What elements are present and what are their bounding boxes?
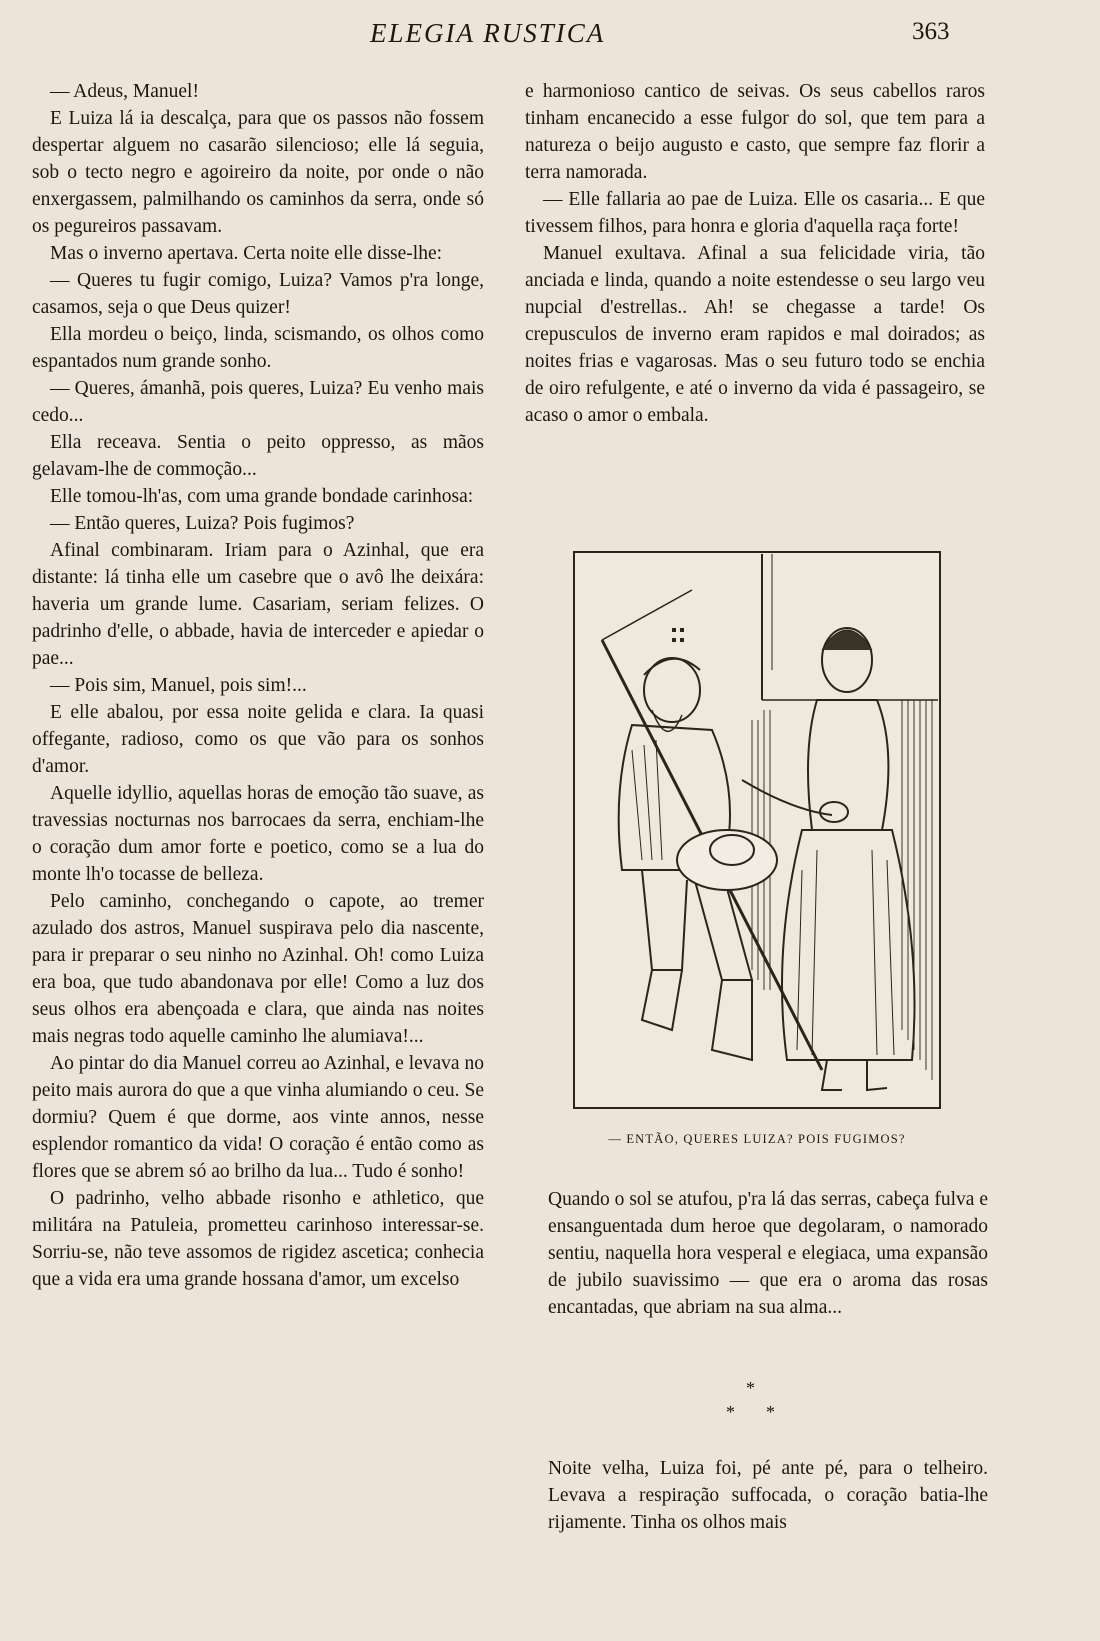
chapter-title: ELEGIA RUSTICA xyxy=(370,18,606,48)
asterisk: * xyxy=(726,1402,735,1422)
paragraph: — Queres tu fugir comigo, Luiza? Vamos p'ra longe, casamos, seja o que Deus quizer! xyxy=(32,270,484,318)
paragraph: Ella mordeu o beiço, linda, scismando, os olhos como espantados num grande sonho. xyxy=(32,324,484,372)
paragraph: Ao pintar do dia Manuel correu ao Azinhal, e levava no peito mais aurora do que a que vinha alumiando o ceu. Se dormiu? Quem é que dorme, aos vinte annos, nesse esplendor romantico da vida! O coração é então como as flores que se abrem só ao brilho da lua... Tudo é sonho! xyxy=(32,1053,484,1182)
page-number: 363 xyxy=(912,18,950,45)
right-column-bottom xyxy=(548,1455,988,1536)
paragraph: Pelo caminho, conchegando o capote, ao tremer azulado dos astros, Manuel suspirava pelo dia nascente, para ir preparar o seu ninho no Azinhal. Oh! como Luiza era boa, que tudo abandonava por elle! Como a luz dos seus olhos era abençoada e clara, que ainda nas noites mais negras todo aquelle caminho lhe alumiava!... xyxy=(32,891,484,1047)
paragraph: e harmonioso cantico de seivas. Os seus cabellos raros tinham encanecido a esse fulgor do sol, que tem para a natureza o beijo augusto e casto, que sempre faz florir a terra namorada. xyxy=(525,81,985,183)
asterisk: * xyxy=(766,1402,775,1422)
paragraph: E elle abalou, por essa noite gelida e clara. Ia quasi offegante, radioso, como os que vão para os sonhos d'amor. xyxy=(32,702,484,777)
paragraph: — Elle fallaria ao pae de Luiza. Elle os casaria... E que tivessem filhos, para honra e gloria d'aquella raça forte! xyxy=(525,189,985,237)
paragraph: Manuel exultava. Afinal a sua felicidade viria, tão anciada e linda, quando a noite estendesse o seu largo veu nupcial d'estrellas.. Ah! se chegasse a tarde! Os crepusculos de inverno eram rapidos e mal doirados; as noites frias e vagarosas. Mas o seu futuro todo se enchia de oiro refulgente, e até o inverno da vida é passageiro, se acaso o amor o embala. xyxy=(525,243,985,426)
paragraph: — Pois sim, Manuel, pois sim!... xyxy=(50,675,307,696)
illustration-caption: — ENTÃO, QUERES LUIZA? POIS FUGIMOS? xyxy=(608,1132,906,1146)
paragraph: Mas o inverno apertava. Certa noite elle disse-lhe: xyxy=(50,243,443,264)
asterisk: * xyxy=(746,1378,755,1398)
paragraph: Aquelle idyllio, aquellas horas de emoção tão suave, as travessias nocturnas nos barrocaes da serra, enchiam-lhe o coração dum amor forte e poetico, como se a lua do monte lh'o tocasse de belleza. xyxy=(32,783,484,885)
paragraph: — Então queres, Luiza? Pois fugimos? xyxy=(50,513,355,534)
paragraph: — Queres, ámanhã, pois queres, Luiza? Eu venho mais cedo... xyxy=(32,378,484,426)
right-column-middle xyxy=(548,1186,988,1321)
paragraph: E Luiza lá ia descalça, para que os passos não fossem despertar alguem no casarão silencioso; elle lá seguia, sob o tecto negro e agoireiro da noite, por onde o não enxergassem, palmilhando os caminhos da serra, onde só os pegureiros passavam. xyxy=(32,108,484,237)
right-column-top xyxy=(525,78,985,429)
illustration xyxy=(572,550,942,1110)
left-column xyxy=(32,78,484,1293)
paragraph: Ella receava. Sentia o peito oppresso, as mãos gelavam-lhe de commoção... xyxy=(32,432,484,480)
section-break-asterism xyxy=(720,1378,820,1428)
paragraph: Quando o sol se atufou, p'ra lá das serras, cabeça fulva e ensanguentada dum heroe que degolaram, o namorado sentiu, naquella hora vesperal e elegiaca, uma expansão de jubilo suavissimo — que era o aroma das rosas encantadas, que abriam na sua alma... xyxy=(548,1189,988,1318)
paragraph: O padrinho, velho abbade risonho e athletico, que militára na Patuleia, prometteu carinhoso interessar-se. Sorriu-se, não teve assomos de rigidez ascetica; conhecia que a vida era uma grande hossana d'amor, um excelso xyxy=(32,1188,484,1290)
paragraph: — Adeus, Manuel! xyxy=(50,81,199,102)
paragraph: Afinal combinaram. Iriam para o Azinhal, que era distante: lá tinha elle um casebre que o avô lhe deixára: haveria um grande lume. Casariam, seriam felizes. O padrinho d'elle, o abbade, havia de interceder e apiedar o pae... xyxy=(32,540,484,669)
paragraph: Elle tomou-lh'as, com uma grande bondade carinhosa: xyxy=(50,486,474,507)
paragraph: Noite velha, Luiza foi, pé ante pé, para o telheiro. Levava a respiração suffocada, o coração batia-lhe rijamente. Tinha os olhos mais xyxy=(548,1458,988,1533)
engraving-image xyxy=(572,550,942,1110)
running-head xyxy=(0,18,1100,58)
